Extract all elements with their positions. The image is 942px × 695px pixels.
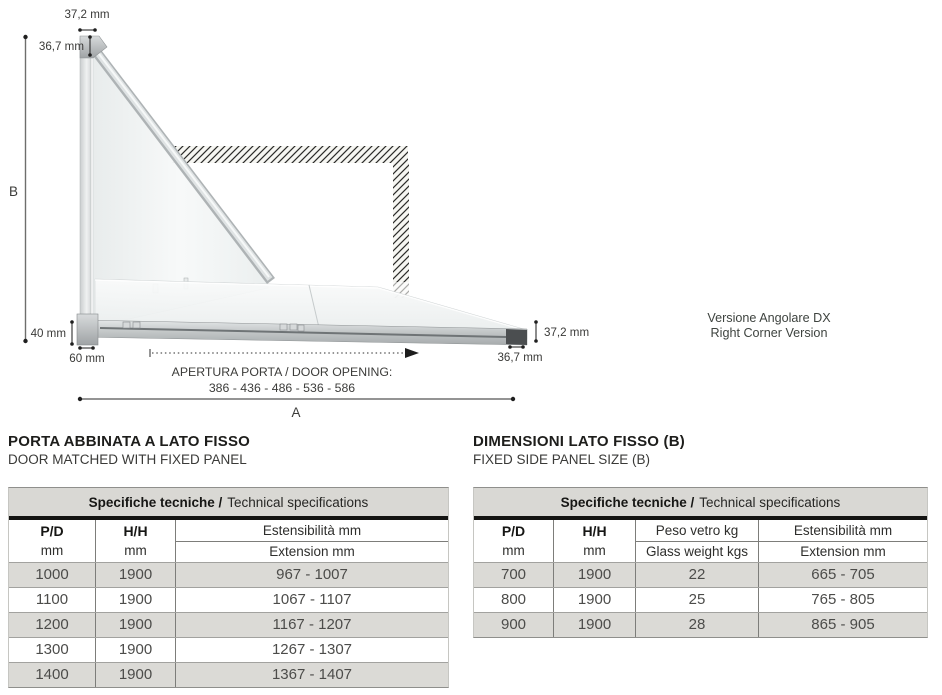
col-label: P/D bbox=[501, 523, 526, 539]
cell: 1067 - 1107 bbox=[272, 591, 352, 608]
cell: 1200 bbox=[9, 613, 96, 637]
dim-right-height: 37,2 mm bbox=[544, 326, 590, 339]
cell: 967 - 1007 bbox=[276, 566, 348, 583]
cell: 1900 bbox=[96, 613, 176, 637]
arrowhead-icon bbox=[405, 348, 419, 358]
cell: 900 bbox=[474, 613, 554, 637]
col-unit: Glass weight kgs bbox=[645, 544, 749, 559]
cell: 765 - 805 bbox=[811, 591, 875, 608]
col-unit: mm bbox=[124, 543, 147, 558]
cell: 1000 bbox=[9, 563, 96, 587]
col-unit: mm bbox=[502, 543, 525, 558]
cell: 665 - 705 bbox=[811, 566, 875, 583]
left-section-title bbox=[8, 433, 250, 467]
left-title-it: PORTA ABBINATA A LATO FISSO bbox=[8, 433, 251, 450]
table-row bbox=[474, 612, 927, 637]
dim-dot bbox=[78, 397, 82, 401]
left-title-en: DOOR MATCHED WITH FIXED PANEL bbox=[8, 452, 247, 467]
col-hh bbox=[96, 520, 176, 562]
cell: 800 bbox=[474, 588, 554, 612]
dim-sill-offset: 60 mm bbox=[69, 352, 105, 365]
col-pd bbox=[474, 520, 554, 562]
door-opening-values: 386 - 436 - 486 - 536 - 586 bbox=[208, 381, 356, 395]
dim-dot bbox=[78, 28, 82, 32]
cell: 865 - 905 bbox=[811, 616, 875, 633]
label-a: A bbox=[291, 405, 301, 420]
right-section-title bbox=[473, 433, 685, 467]
cell: 1167 - 1207 bbox=[272, 616, 352, 633]
dim-sill-height: 40 mm bbox=[30, 327, 66, 340]
version-note-en: Right Corner Version bbox=[710, 326, 828, 340]
cell: 1900 bbox=[96, 638, 176, 662]
cell: 25 bbox=[636, 588, 759, 612]
dim-dot bbox=[23, 35, 27, 39]
dim-dot bbox=[70, 320, 74, 324]
cell: 1900 bbox=[96, 663, 176, 687]
dim-dot bbox=[88, 53, 92, 57]
left-spec-table bbox=[8, 487, 449, 688]
col-label: H/H bbox=[582, 523, 607, 539]
col-unit: Extension mm bbox=[269, 544, 355, 559]
corner-block bbox=[77, 314, 98, 345]
col-label: Estensibilità mm bbox=[759, 520, 927, 542]
dim-dot bbox=[534, 320, 538, 324]
cell: 22 bbox=[636, 563, 759, 587]
cell: 1100 bbox=[9, 588, 96, 612]
dim-dot bbox=[78, 346, 82, 350]
cell: 700 bbox=[474, 563, 554, 587]
cell: 28 bbox=[636, 613, 759, 637]
cell: 1267 - 1307 bbox=[271, 641, 353, 658]
header-en: Technical specifications bbox=[227, 494, 369, 510]
dim-dot bbox=[70, 342, 74, 346]
dim-dot bbox=[88, 35, 92, 39]
dim-dot bbox=[23, 339, 27, 343]
cell: 1900 bbox=[554, 613, 636, 637]
header-en: Technical specifications bbox=[699, 494, 841, 510]
col-unit: Extension mm bbox=[800, 544, 886, 559]
table-row bbox=[9, 562, 448, 587]
dim-dot bbox=[93, 28, 97, 32]
version-note-it: Versione Angolare DX bbox=[707, 311, 831, 325]
label-b: B bbox=[9, 184, 19, 199]
column-headers bbox=[474, 520, 927, 562]
col-unit: mm bbox=[583, 543, 606, 558]
col-label: P/D bbox=[40, 523, 64, 539]
col-label: H/H bbox=[123, 523, 148, 539]
cell: 1300 bbox=[9, 638, 96, 662]
wall-profile bbox=[80, 38, 91, 330]
table-row bbox=[9, 587, 448, 612]
table-body bbox=[474, 562, 927, 637]
cell: 1900 bbox=[96, 563, 176, 587]
col-pd bbox=[9, 520, 96, 562]
table-row bbox=[9, 662, 448, 687]
col-extension bbox=[759, 520, 927, 562]
cell: 1367 - 1407 bbox=[271, 666, 353, 683]
header-it: Specifiche tecniche / bbox=[88, 494, 223, 510]
dim-dot bbox=[511, 397, 515, 401]
sliding-door bbox=[77, 279, 527, 345]
header-it: Specifiche tecniche / bbox=[560, 494, 695, 510]
cell: 1400 bbox=[9, 663, 96, 687]
door-opening-arrow bbox=[150, 348, 419, 358]
cell: 1900 bbox=[554, 563, 636, 587]
dim-dot bbox=[508, 345, 512, 349]
dim-top-width: 37,2 mm bbox=[64, 8, 110, 21]
table-header-band bbox=[474, 488, 927, 520]
dim-dot bbox=[534, 339, 538, 343]
cell: 1900 bbox=[554, 588, 636, 612]
table-body bbox=[9, 562, 448, 687]
col-label: Estensibilità mm bbox=[176, 520, 448, 542]
door-opening-title: APERTURA PORTA / DOOR OPENING: bbox=[171, 365, 393, 379]
dim-right-offset: 36,7 mm bbox=[497, 351, 543, 364]
col-hh bbox=[554, 520, 636, 562]
dim-dot bbox=[521, 345, 525, 349]
table-row bbox=[474, 562, 927, 587]
table-row bbox=[474, 587, 927, 612]
col-extension bbox=[176, 520, 448, 562]
right-title-en: FIXED SIDE PANEL SIZE (B) bbox=[473, 452, 651, 467]
table-row bbox=[9, 637, 448, 662]
column-headers bbox=[9, 520, 448, 562]
dim-top-cap: 36,7 mm bbox=[38, 40, 84, 53]
table-row bbox=[9, 612, 448, 637]
dim-dot bbox=[91, 346, 95, 350]
col-glass-weight bbox=[636, 520, 759, 562]
right-spec-table bbox=[473, 487, 928, 638]
col-unit: mm bbox=[40, 543, 64, 558]
rail-end-cap bbox=[506, 329, 527, 345]
cell: 1900 bbox=[96, 588, 176, 612]
right-title-it: DIMENSIONI LATO FISSO (B) bbox=[473, 433, 685, 450]
col-label: Peso vetro kg bbox=[636, 520, 758, 542]
table-header-band bbox=[9, 488, 448, 520]
